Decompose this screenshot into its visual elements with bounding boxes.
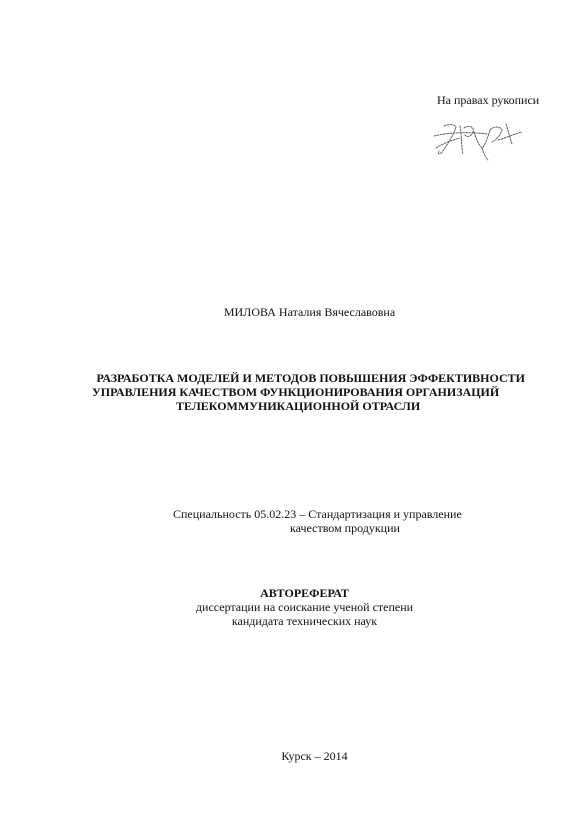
degree-line-2: кандидата технических наук <box>231 614 378 628</box>
specialty-line-2: качеством продукции <box>290 521 400 535</box>
author-name: МИЛОВА Наталия Вячеславовна <box>223 305 396 319</box>
dissertation-title <box>80 371 535 413</box>
title-line-1: РАЗРАБОТКА МОДЕЛЕЙ И МЕТОДОВ ПОВЫШЕНИЯ ЭФФЕКТИВНОСТИ <box>96 371 525 385</box>
place-year: Курск – 2014 <box>281 749 348 763</box>
handwritten-signature-icon <box>430 118 530 162</box>
specialty-line-1: Специальность 05.02.23 – Стандартизация и управление <box>173 507 462 521</box>
title-line-3: ТЕЛЕКОММУНИКАЦИОННОЙ ОТРАСЛИ <box>176 399 421 413</box>
rights-note: На правах рукописи <box>437 93 540 107</box>
title-line-2: УПРАВЛЕНИЯ КАЧЕСТВОМ ФУНКЦИОНИРОВАНИЯ ОРГАНИЗАЦИЙ <box>92 385 500 399</box>
degree-line-1: диссертации на соискание ученой степени <box>195 600 414 614</box>
document-type-label: АВТОРЕФЕРАТ <box>260 586 349 600</box>
